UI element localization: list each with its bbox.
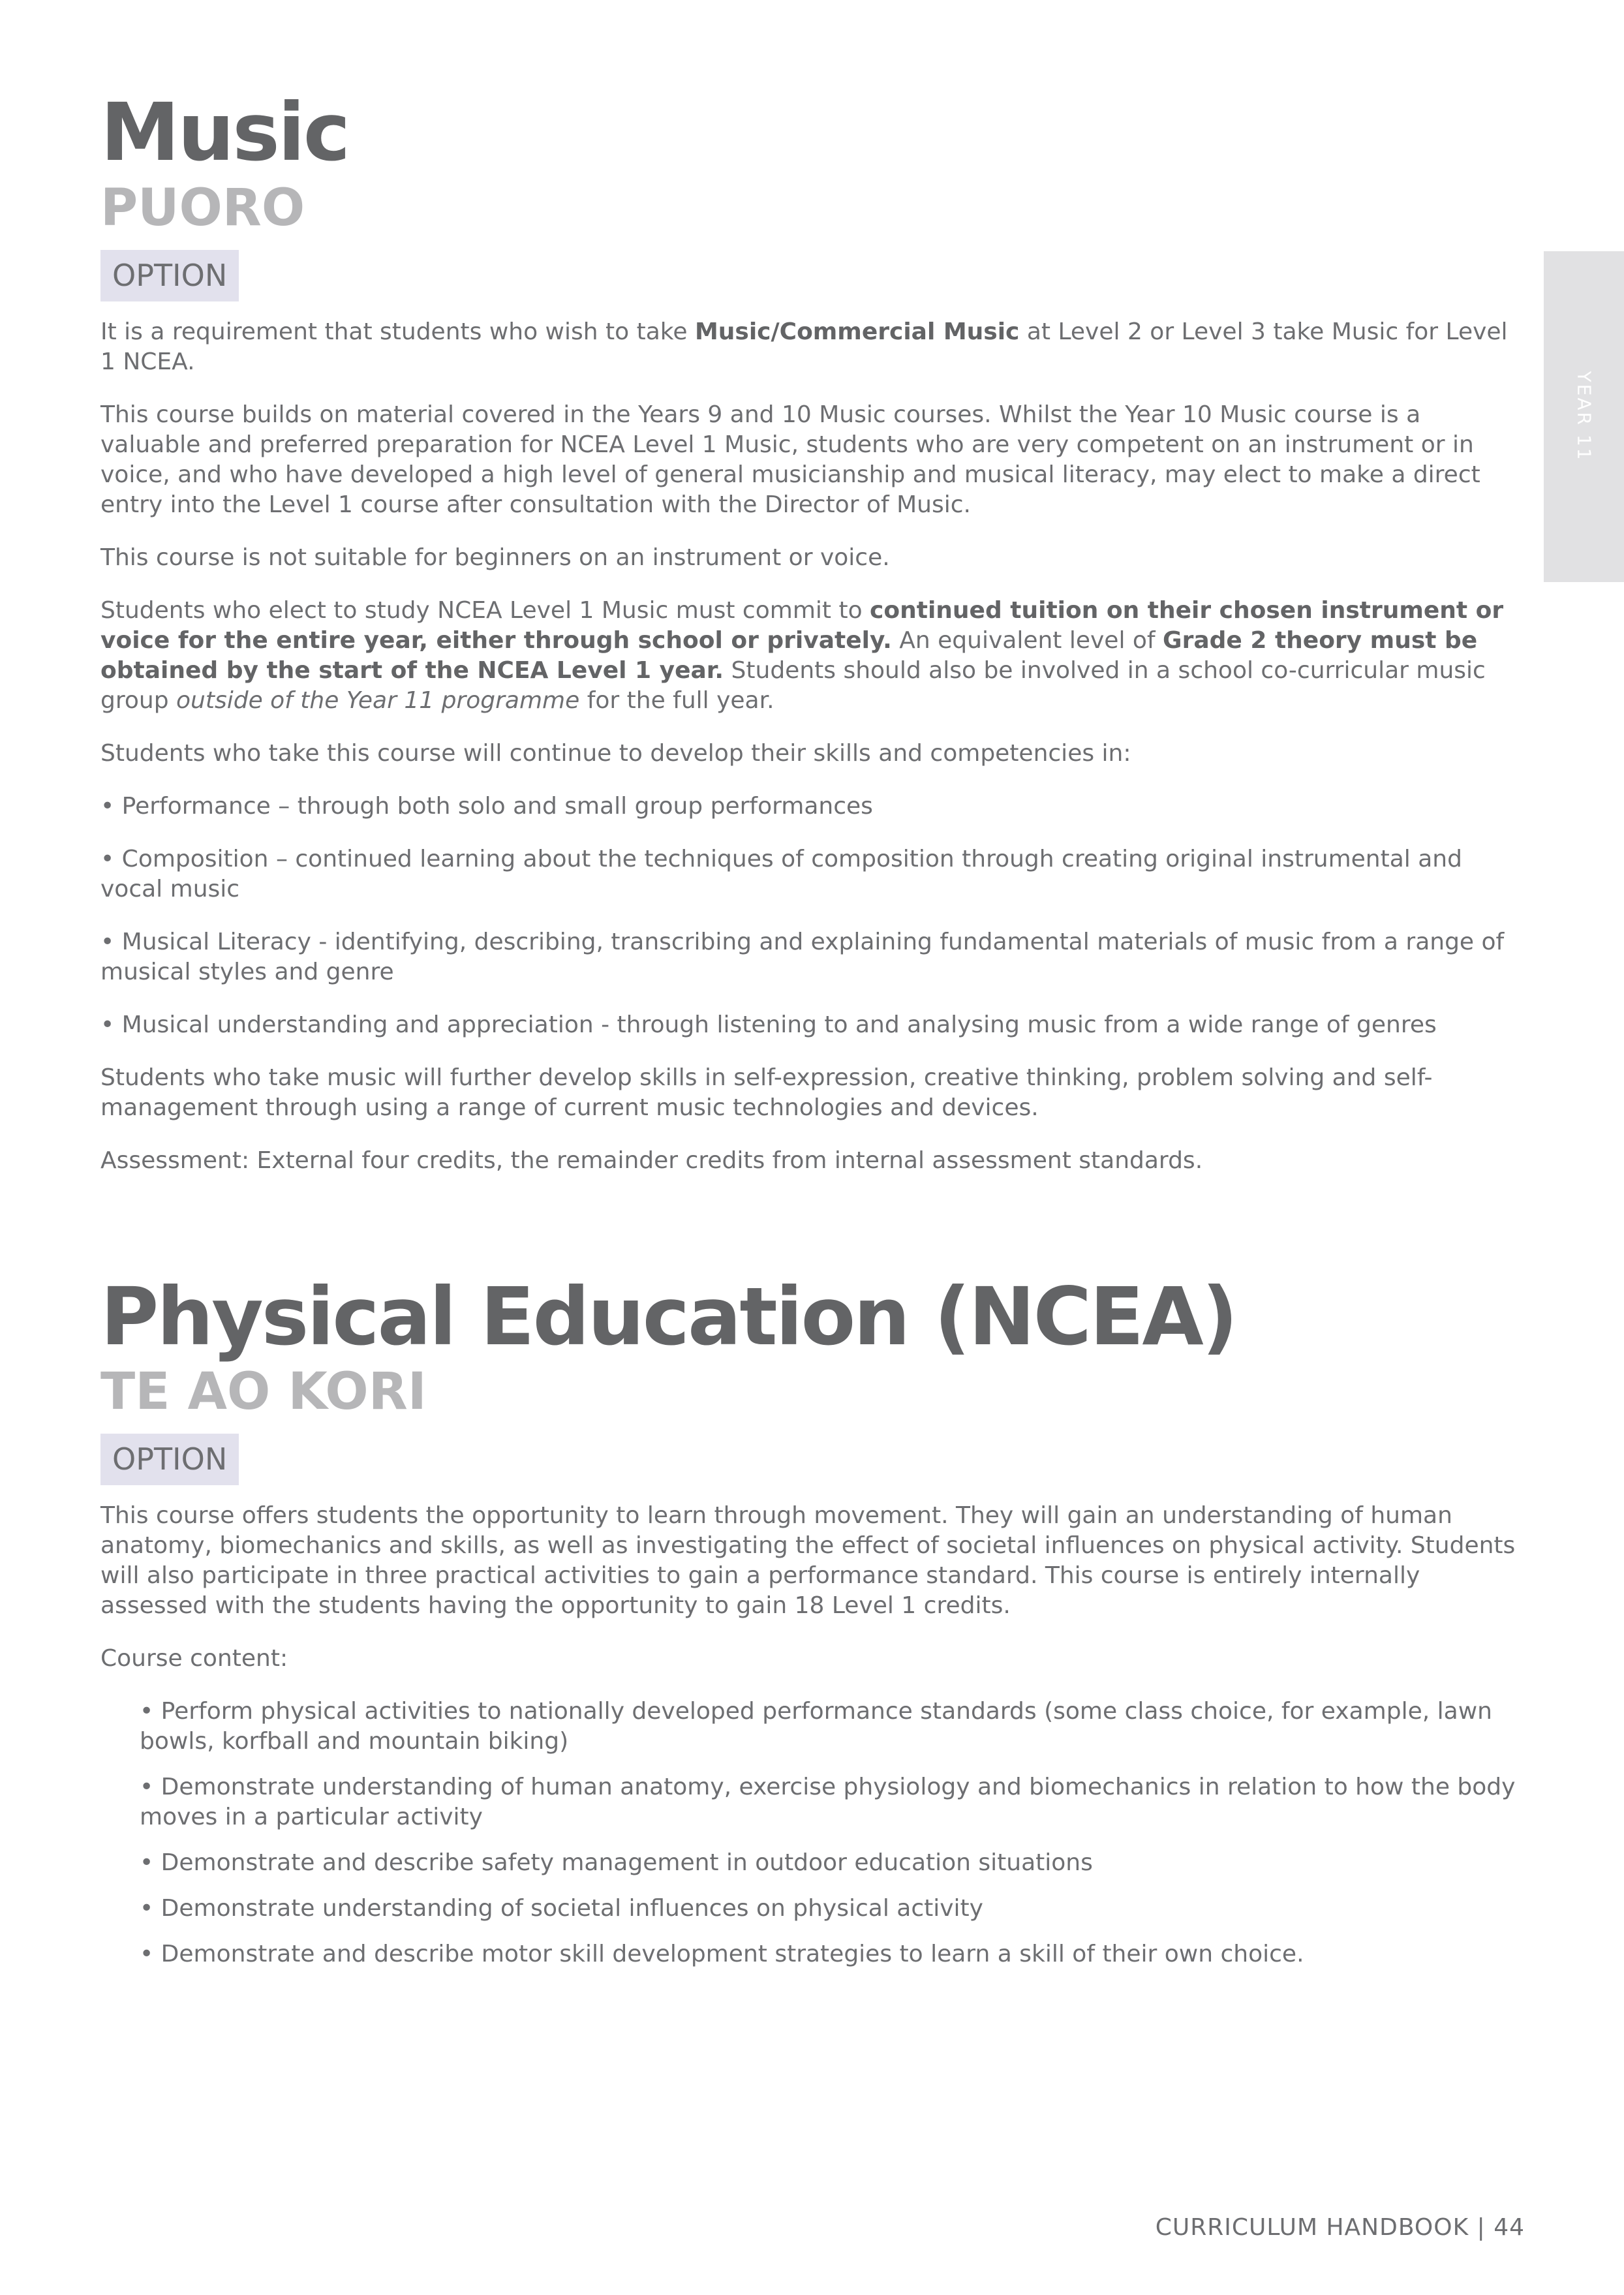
pe-content-list [100, 1697, 1520, 1969]
music-bullet-literacy: • Musical Literacy - identifying, describing, transcribing and explaining fundamental materials of music from a range of musical styles and genre [100, 929, 1505, 985]
pe-bullet-societal: • Demonstrate understanding of societal influences on physical activity [140, 1895, 983, 1922]
music-commercial-music-emphasis: Music/Commercial Music [694, 318, 1020, 345]
pe-bullet-perform: • Perform physical activities to nationally developed performance standards (some class choice, for example, lawn bowls, korfball and mountain biking) [140, 1698, 1492, 1755]
pe-bullet-motor-skill: • Demonstrate and describe motor skill development strategies to learn a skill of their own choice. [140, 1941, 1304, 1967]
music-beginners-note: This course is not suitable for beginners on an instrument or voice. [100, 544, 890, 571]
pe-course-description: This course offers students the opportunity to learn through movement. They will gain an understanding of human anatomy, biomechanics and skills, as well as investigating the effect of societal influences on physical activity. Students will also participate in three practical activities to gain a performance standard. This course is entirely internally assessed with the students having the opportunity to gain 18 Level 1 credits. [100, 1502, 1516, 1619]
pe-bullet-anatomy: • Demonstrate understanding of human anatomy, exercise physiology and biomechanics in relation to how the body moves in a particular activity [140, 1774, 1516, 1830]
music-bullet-understanding: • Musical understanding and appreciation - through listening to and analysing music from a wide range of genres [100, 1011, 1437, 1038]
music-course-description: This course builds on material covered in the Years 9 and 10 Music courses. Whilst the Year 10 Music course is a valuable and preferred preparation for NCEA Level 1 Music, students who are very competent on an instrument or in voice, and who have developed a high level of general musicianship and musical literacy, may elect to make a direct entry into the Level 1 course after consultation with the Director of Music. [100, 401, 1480, 518]
music-commitment-paragraph: Students who elect to study NCEA Level 1 Music must commit to continued tuition on their chosen instrument or voice for the entire year, either through school or privately. An equivalent level of Grade 2 theory must be obtained by the start of the NCEA Level 1 year. Students should also be involved in a school co-curricular music group outside of the Year 11 programme for the full year. [100, 597, 1504, 714]
music-body [100, 317, 1520, 1199]
music-subtitle: PUORO [100, 179, 305, 238]
music-option-badge: OPTION [100, 250, 239, 301]
music-assessment: Assessment: External four credits, the remainder credits from internal assessment standards. [100, 1147, 1203, 1174]
music-programme-italic: outside of the Year 11 programme [176, 687, 580, 714]
pe-course-content-heading: Course content: [100, 1645, 288, 1672]
music-title: Music [100, 86, 349, 179]
pe-bullet-safety: • Demonstrate and describe safety management in outdoor education situations [140, 1849, 1093, 1876]
page-footer: CURRICULUM HANDBOOK | 44 [1155, 2214, 1525, 2241]
pe-option-badge: OPTION [100, 1434, 239, 1485]
pe-title: Physical Education (NCEA) [100, 1271, 1236, 1363]
year-side-tab-label: YEAR 11 [1573, 371, 1595, 462]
music-requirement-paragraph: It is a requirement that students who wish to take Music/Commercial Music at Level 2 or Level 3 take Music for Level 1 NCEA. [100, 318, 1508, 375]
music-further-skills: Students who take music will further develop skills in self-expression, creative thinking, problem solving and self-management through using a range of current music technologies and devices. [100, 1064, 1433, 1121]
pe-body [100, 1501, 1520, 1985]
music-bullet-composition: • Composition – continued learning about the techniques of composition through creating original instrumental and vocal music [100, 846, 1462, 902]
music-bullet-performance: • Performance – through both solo and small group performances [100, 793, 873, 820]
music-skills-intro: Students who take this course will continue to develop their skills and competencies in: [100, 740, 1131, 767]
music-theory-emphasis: Grade 2 theory must be obtained by the start of the NCEA Level 1 year. [100, 627, 1478, 684]
pe-subtitle: TE AO KORI [100, 1363, 427, 1421]
year-side-tab [1544, 251, 1624, 582]
music-tuition-emphasis: continued tuition on their chosen instrument or voice for the entire year, either through school or privately. [100, 597, 1504, 654]
